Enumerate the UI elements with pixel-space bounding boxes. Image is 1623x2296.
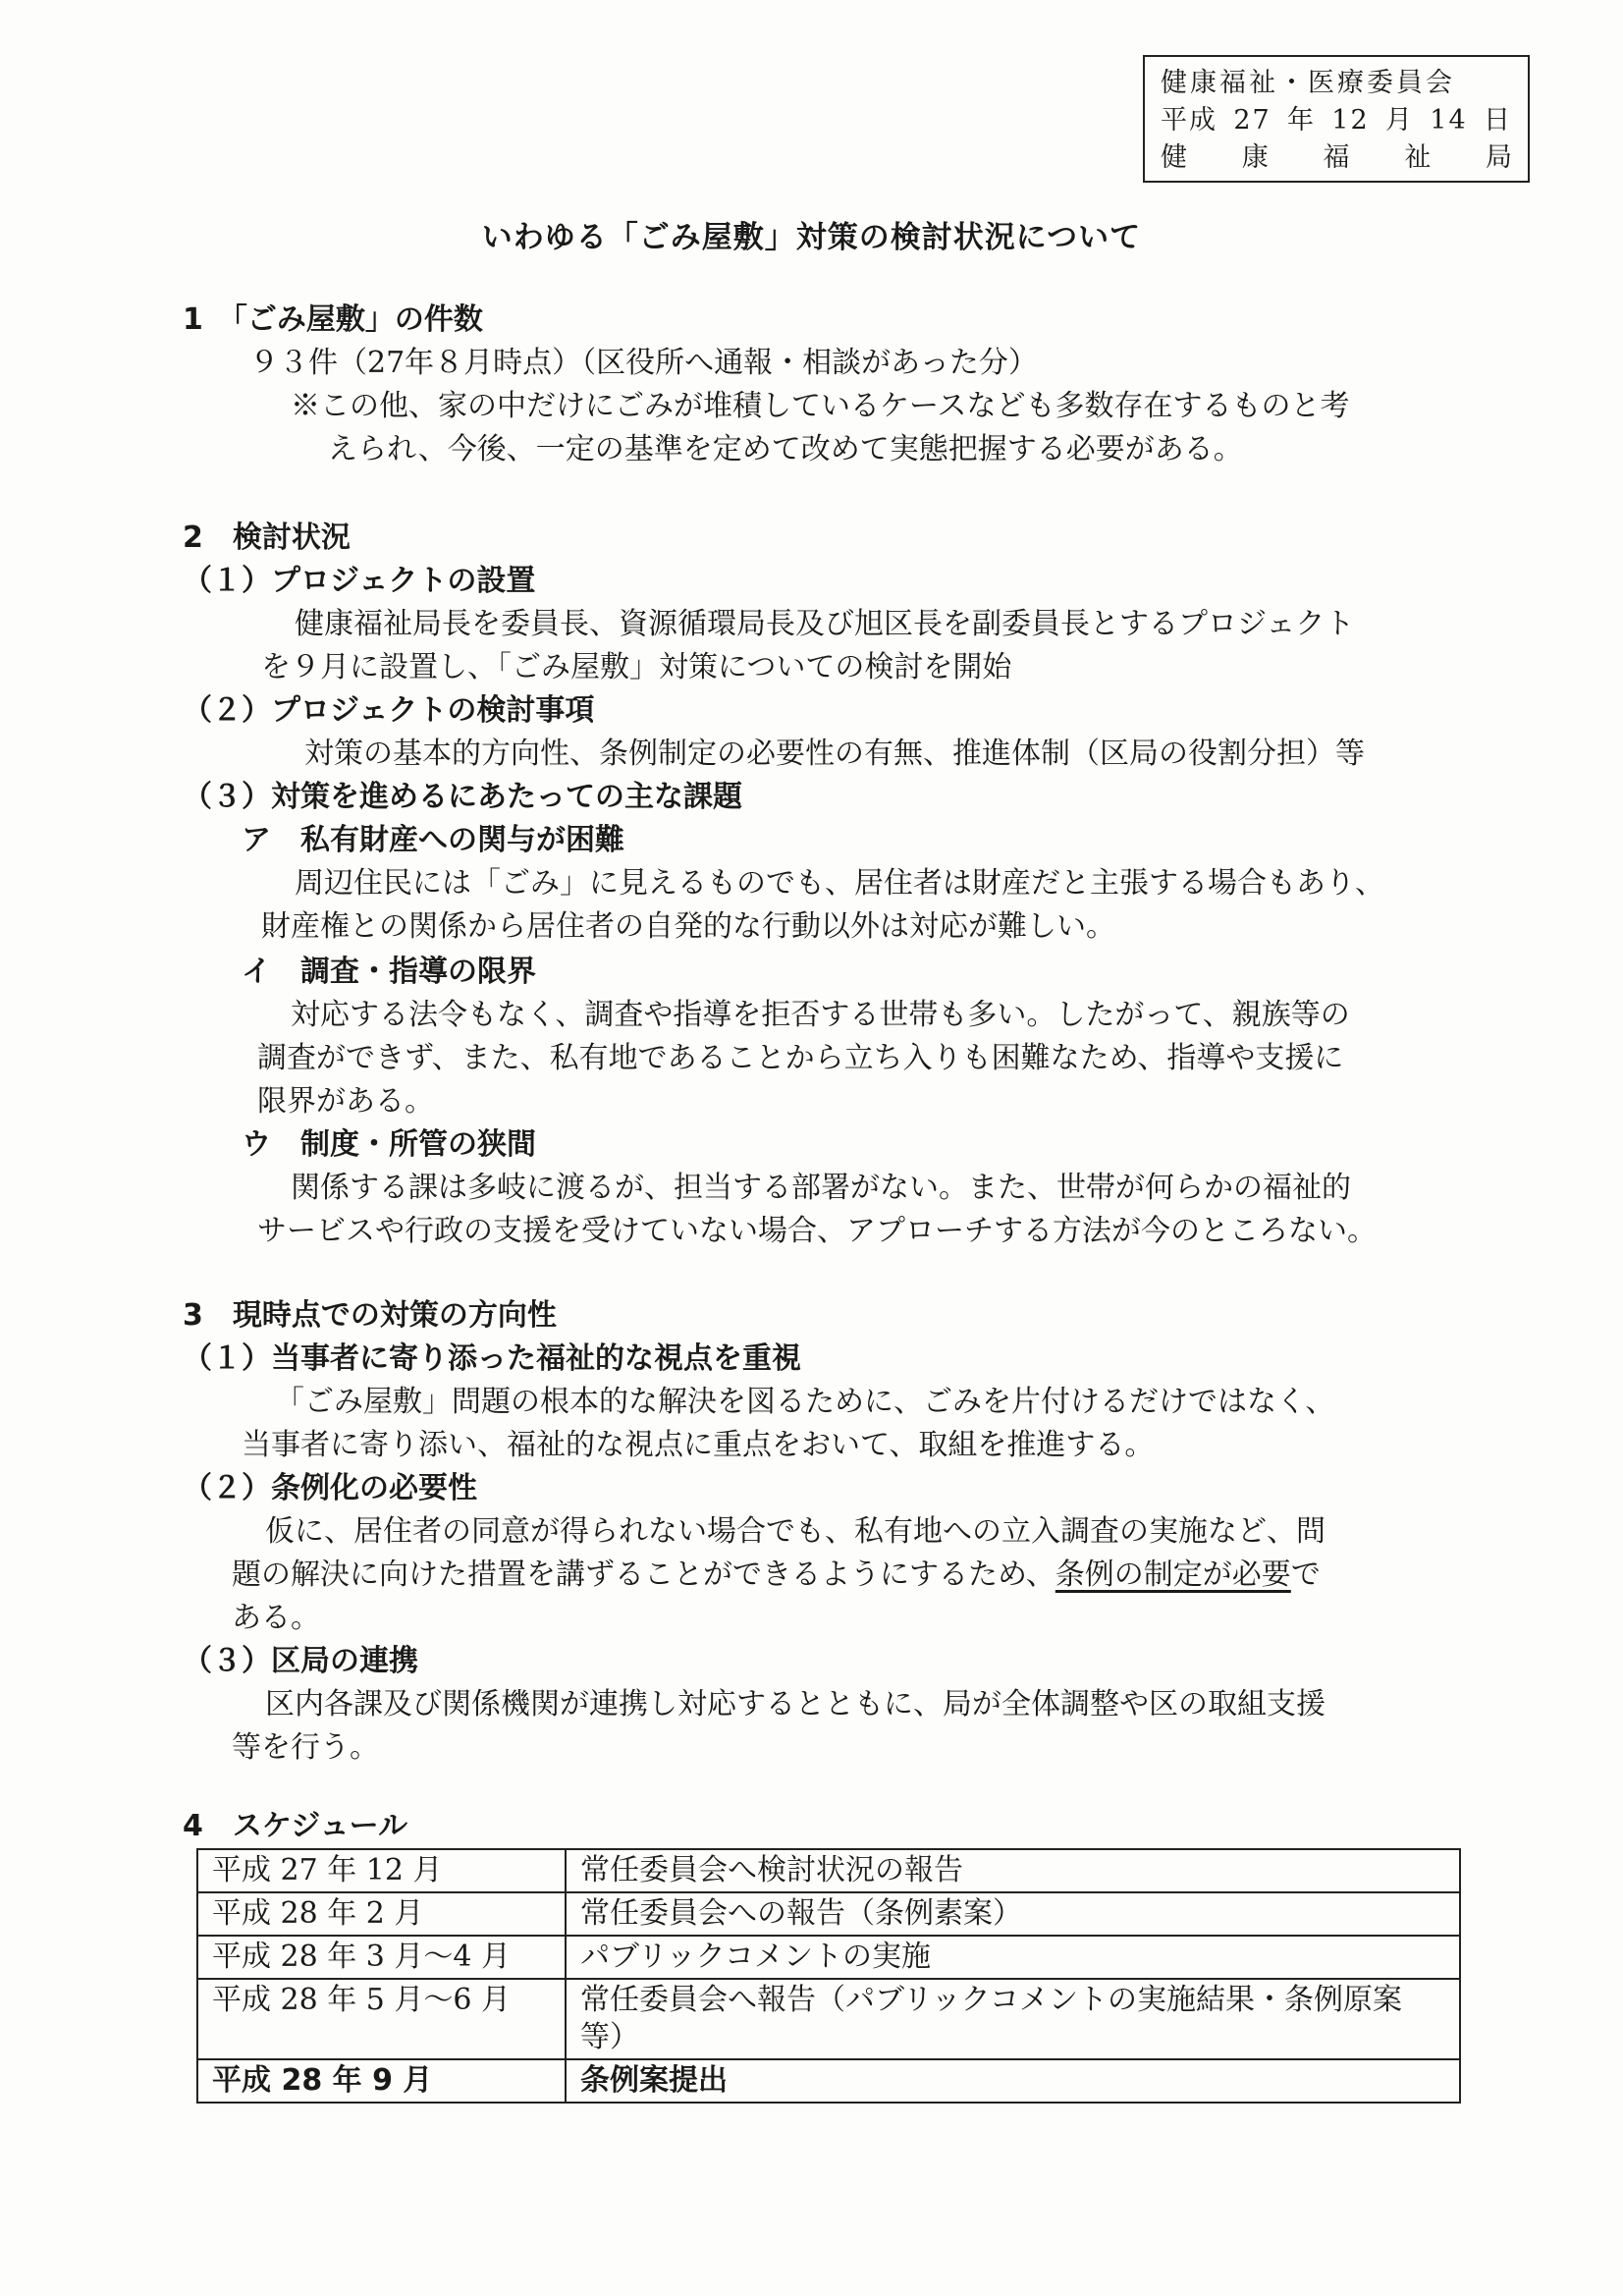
section-2-3-heading: （３）対策を進めるにあたっての主な課題 — [183, 780, 742, 814]
issue-a-line2: 財産権との関係から居住者の自発的な行動以外は対応が難しい。 — [261, 909, 1115, 944]
document-title: いわゆる「ごみ屋敷」対策の検討状況について — [481, 220, 1142, 255]
table-row — [197, 1892, 1460, 1936]
header-stamp — [1143, 55, 1530, 183]
section-2-1-heading: （１）プロジェクトの設置 — [183, 564, 536, 598]
section-2-2-heading: （２）プロジェクトの検討事項 — [183, 693, 595, 728]
issue-a-line1: 周辺住民には「ごみ」に見えるものでも、居住者は財産だと主張する場合もあり、 — [295, 866, 1384, 901]
case-count: ９３件（27年８月時点）（区役所へ通報・相談があった分） — [249, 346, 1038, 380]
section-3-1-heading: （１）当事者に寄り添った福祉的な視点を重視 — [183, 1341, 801, 1376]
schedule-item: 常任委員会へ報告（パブリックコメントの実施結果・条例原案等） — [566, 1979, 1460, 2059]
section-3-2-heading: （２）条例化の必要性 — [183, 1471, 477, 1505]
section-3-2-line1: 仮に、居住者の同意が得られない場合でも、私有地への立入調査の実施など、問 — [265, 1514, 1325, 1549]
schedule-table — [196, 1848, 1461, 2104]
section-1-note-line1: ※この他、家の中だけにごみが堆積しているケースなども多数存在するものと考 — [291, 389, 1350, 423]
section-3-3-line2: 等を行う。 — [232, 1730, 379, 1765]
section-2-1-line2: を９月に設置し、「ごみ屋敷」対策についての検討を開始 — [261, 650, 1012, 684]
section-3-1-line2: 当事者に寄り添い、福祉的な視点に重点をおいて、取組を推進する。 — [242, 1428, 1155, 1462]
ordinance-required-underlined: 条例の制定が必要 — [1055, 1558, 1291, 1592]
section-3-2-line2: 題の解決に向けた措置を講ずることができるようにするため、条例の制定が必要で — [232, 1558, 1321, 1592]
section-1-heading: 1 「ごみ屋敷」の件数 — [183, 302, 483, 337]
section-3-1-line1: 「ごみ屋敷」問題の根本的な解決を図るために、ごみを片付けるだけではなく、 — [275, 1385, 1335, 1419]
table-row — [197, 1849, 1460, 1892]
schedule-date: 平成 28 年 9 月 — [197, 2059, 566, 2103]
schedule-date: 平成 27 年 12 月 — [197, 1849, 566, 1892]
section-3-3-heading: （３）区局の連携 — [183, 1644, 418, 1678]
section-2-heading: 2 検討状況 — [183, 520, 351, 555]
meeting-date: 平成 27 年 12 月 14 日 — [1161, 105, 1512, 136]
issue-i-line1: 対応する法令もなく、調査や指導を拒否する世帯も多い。したがって、親族等の — [291, 998, 1350, 1032]
issue-i-line2: 調査ができず、また、私有地であることから立ち入りも困難なため、指導や支援に — [257, 1041, 1344, 1075]
schedule-date: 平成 28 年 3 月〜4 月 — [197, 1936, 566, 1979]
section-1-note-line2: えられ、今後、一定の基準を定めて改めて実態把握する必要がある。 — [328, 432, 1243, 466]
schedule-item: 常任委員会への報告（条例素案） — [566, 1892, 1460, 1936]
schedule-item: 条例案提出 — [566, 2059, 1460, 2103]
table-row — [197, 1979, 1460, 2059]
issue-i-heading: イ 調査・指導の限界 — [242, 955, 536, 989]
section-2-2-line1: 対策の基本的方向性、条例制定の必要性の有無、推進体制（区局の役割分担）等 — [304, 737, 1365, 771]
schedule-item: 常任委員会へ検討状況の報告 — [566, 1849, 1460, 1892]
issue-u-heading: ウ 制度・所管の狭間 — [242, 1127, 536, 1162]
issue-u-line1: 関係する課は多岐に渡るが、担当する部署がない。また、世帯が何らかの福祉的 — [291, 1171, 1351, 1205]
issue-a-heading: ア 私有財産への関与が困難 — [242, 823, 624, 857]
bureau-name: 健 康 福 祉 局 — [1161, 142, 1512, 173]
schedule-date: 平成 28 年 2 月 — [197, 1892, 566, 1936]
section-3-2-line3: ある。 — [232, 1601, 320, 1635]
table-row — [197, 2059, 1460, 2103]
schedule-date: 平成 28 年 5 月〜6 月 — [197, 1979, 566, 2059]
committee-name: 健康福祉・医療委員会 — [1161, 68, 1455, 98]
table-row — [197, 1936, 1460, 1979]
section-3-heading: 3 現時点での対策の方向性 — [183, 1298, 557, 1333]
section-4-heading: 4 スケジュール — [183, 1809, 408, 1843]
issue-u-line2: サービスや行政の支援を受けていない場合、アプローチする方法が今のところない。 — [257, 1214, 1377, 1248]
section-2-1-line1: 健康福祉局長を委員長、資源循環局長及び旭区長を副委員長とするプロジェクト — [295, 607, 1355, 641]
section-3-3-line1: 区内各課及び関係機関が連携し対応するとともに、局が全体調整や区の取組支援 — [265, 1687, 1325, 1722]
schedule-item: パブリックコメントの実施 — [566, 1936, 1460, 1979]
issue-i-line3: 限界がある。 — [257, 1084, 434, 1119]
